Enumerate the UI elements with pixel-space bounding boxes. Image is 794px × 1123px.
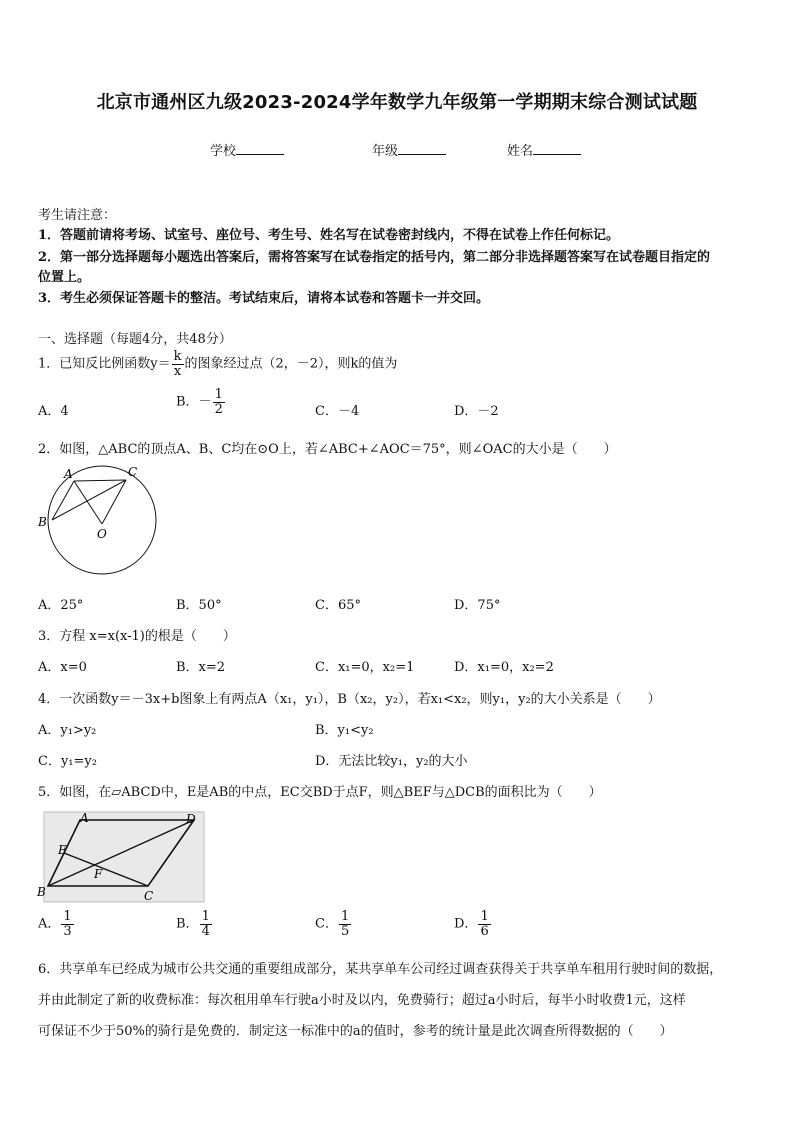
q5-d-num: 1 xyxy=(480,909,489,924)
grade-blank[interactable] xyxy=(398,142,446,155)
q4-option-d[interactable]: D．无法比较y₁，y₂的大小 xyxy=(315,754,468,769)
label-a: A xyxy=(80,811,89,825)
label-e: E xyxy=(58,843,67,857)
notice-item: 2．第一部分选择题每小题选出答案后，需将答案写在试卷指定的括号内，第二部分非选择题答案写在试卷题目指定的 xyxy=(38,250,711,265)
question-3: 3．方程 x=x(x-1)的根是（ ） xyxy=(38,629,236,644)
q5-b-num: 1 xyxy=(201,909,210,924)
question-5: 5．如图，在▱ABCD中，E是AB的中点，EC交BD于点F，则△BEF与△DCB的面积比为（ ） xyxy=(38,785,602,800)
school-label: 学校 xyxy=(210,144,237,159)
q2-circle-figure xyxy=(36,462,160,582)
q5-d-pre: D． xyxy=(454,916,478,932)
q3-option-c[interactable]: C．x₁=0，x₂=1 xyxy=(315,660,415,675)
q5-option-d[interactable] xyxy=(454,910,492,938)
school-field xyxy=(210,140,284,159)
q1-option-b[interactable] xyxy=(176,388,226,416)
q5-a-fraction xyxy=(61,910,73,938)
q5-option-b[interactable] xyxy=(176,910,213,938)
section-heading: 一、选择题（每题4分，共48分） xyxy=(38,332,232,347)
q5-b-den: 4 xyxy=(201,923,210,939)
label-a: A xyxy=(64,467,73,481)
label-b: B xyxy=(37,885,46,899)
q2-option-d[interactable]: D．75° xyxy=(454,598,501,613)
q1-num: k xyxy=(173,349,182,364)
notice-heading: 考生请注意： xyxy=(38,208,117,223)
circle-o xyxy=(48,466,156,574)
q5-option-a[interactable] xyxy=(38,910,75,938)
q4-option-a[interactable]: A．y₁>y₂ xyxy=(38,723,97,738)
q4-option-c[interactable]: C．y₁=y₂ xyxy=(38,754,97,769)
notice-item: 3．考生必须保证答题卡的整洁。考试结束后，请将本试卷和答题卡一并交回。 xyxy=(38,291,490,306)
q5-a-pre: A． xyxy=(38,916,61,932)
q5-c-fraction xyxy=(339,910,351,938)
q5-a-num: 1 xyxy=(63,909,72,924)
notice-item: 1．答题前请将考场、试室号、座位号、考生号、姓名写在试卷密封线内，不得在试卷上作任何标记。 xyxy=(38,228,620,243)
q1-fraction xyxy=(172,350,184,378)
q1-option-d[interactable]: D．－2 xyxy=(454,404,499,419)
q5-b-fraction xyxy=(200,910,212,938)
q1-den: x xyxy=(173,363,182,379)
q5-c-den: 5 xyxy=(340,923,350,939)
question-2: 2．如图，△ABC的顶点A、B、C均在⊙O上，若∠ABC+∠AOC＝75°，则∠OAC的大小是（ ） xyxy=(38,442,617,457)
grade-field xyxy=(372,140,446,159)
name-label: 姓名 xyxy=(507,144,534,159)
question-6-line: 并由此制定了新的收费标准：每次租用单车行驶a小时及以内，免费骑行；超过a小时后，每半小时收费1元，这样 xyxy=(38,993,686,1008)
label-c: C xyxy=(128,465,138,479)
name-field xyxy=(507,140,581,159)
q5-parallelogram-figure xyxy=(34,810,206,904)
q2-option-b[interactable]: B．50° xyxy=(176,598,222,613)
q5-option-c[interactable] xyxy=(315,910,352,938)
segment-ac xyxy=(74,480,126,481)
q1-option-a[interactable]: A．4 xyxy=(38,404,69,419)
notice-item: 位置上。 xyxy=(38,270,91,285)
q5-d-den: 6 xyxy=(480,923,489,939)
q1-pre: 1．已知反比例函数y＝ xyxy=(38,356,171,372)
q5-b-pre: B． xyxy=(176,916,199,932)
question-1 xyxy=(38,350,397,378)
segment-ao xyxy=(74,481,102,524)
q5-d-fraction xyxy=(478,910,490,938)
question-4: 4．一次函数y＝－3x+b图象上有两点A（x₁，y₁），B（x₂，y₂），若x₁<x₂，则y₁，y₂的大小关系是（ ） xyxy=(38,692,661,707)
q1-b-fraction xyxy=(213,388,225,416)
q3-option-d[interactable]: D．x₁=0，x₂=2 xyxy=(454,660,554,675)
q1-b-pre: B．－ xyxy=(176,394,212,410)
label-c: C xyxy=(144,889,154,903)
q1-b-num: 1 xyxy=(214,387,223,402)
page-title: 北京市通州区九级2023-2024学年数学九年级第一学期期末综合测试试题 xyxy=(96,92,698,113)
q4-option-b[interactable]: B．y₁<y₂ xyxy=(315,723,374,738)
question-6-line: 可保证不少于50%的骑行是免费的．制定这一标准中的a的值时，参考的统计量是此次调查所得数据的（ ） xyxy=(38,1024,673,1039)
q1-post: 的图象经过点（2，－2），则k的值为 xyxy=(184,356,398,372)
q5-c-pre: C． xyxy=(315,916,338,932)
q2-option-a[interactable]: A．25° xyxy=(38,598,84,613)
school-blank[interactable] xyxy=(236,142,284,155)
q1-b-den: 2 xyxy=(214,401,223,417)
figure-background xyxy=(44,812,204,902)
q2-option-c[interactable]: C．65° xyxy=(315,598,361,613)
q5-a-den: 3 xyxy=(63,923,72,939)
question-6-line: 6．共享单车已经成为城市公共交通的重要组成部分，某共享单车公司经过调查获得关于共享单车租用行驶时间的数据， xyxy=(38,962,723,977)
label-f: F xyxy=(94,867,103,881)
q1-option-c[interactable]: C．－4 xyxy=(315,404,360,419)
q3-option-b[interactable]: B．x=2 xyxy=(176,660,226,675)
grade-label: 年级 xyxy=(372,144,399,159)
label-d: D xyxy=(186,812,196,826)
q5-c-num: 1 xyxy=(340,909,350,924)
label-b: B xyxy=(38,515,47,529)
q3-option-a[interactable]: A．x=0 xyxy=(38,660,87,675)
label-o: O xyxy=(97,527,107,541)
name-blank[interactable] xyxy=(533,142,581,155)
